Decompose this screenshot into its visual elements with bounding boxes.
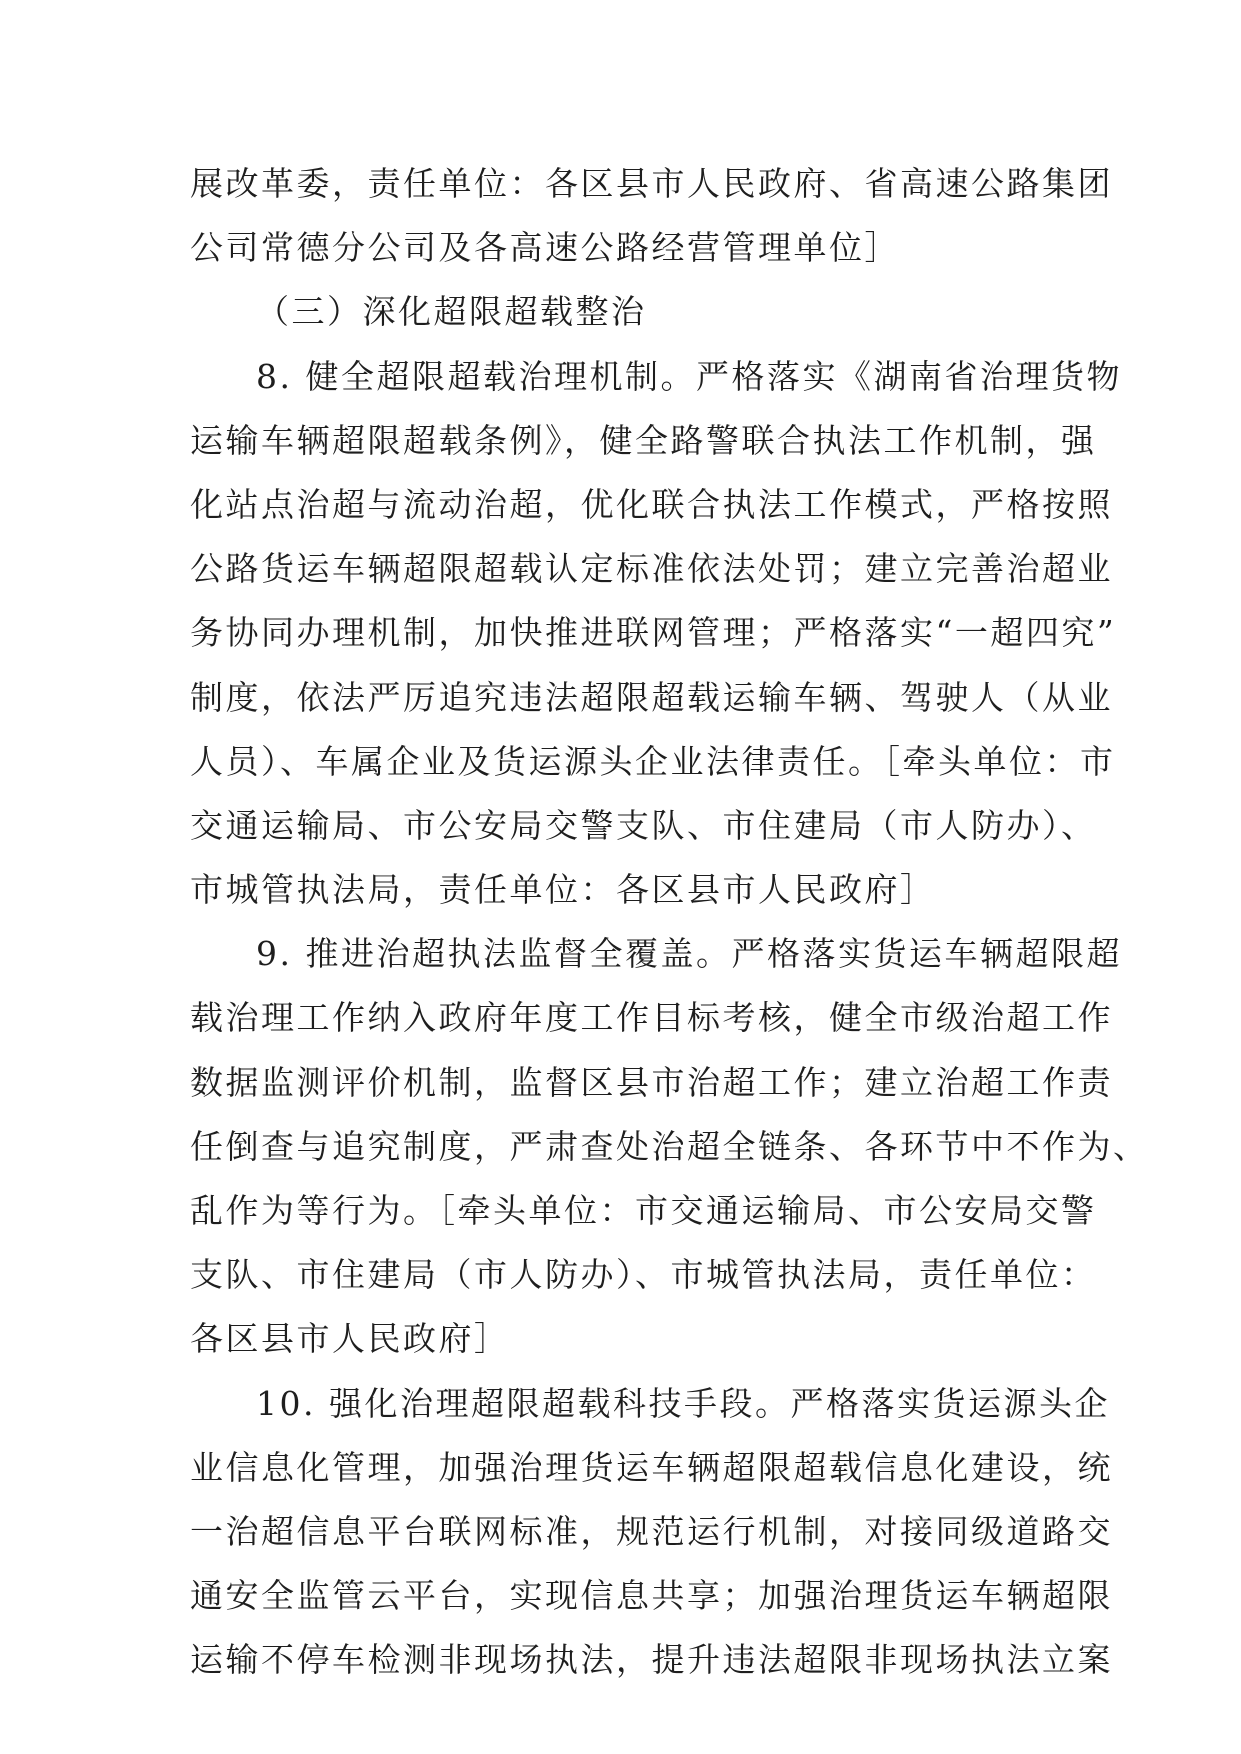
text-line: 运输不停车检测非现场执法，提升违法超限非现场执法立案 (190, 1640, 1113, 1680)
text-line: 制度，依法严厉追究违法超限超载运输车辆、驾驶人（从业 (190, 677, 1113, 717)
paragraph-first-line: 8. 健全超限超载治理机制。严格落实《湖南省治理货物 (256, 356, 1122, 396)
text-line: 支队、市住建局（市人防办）、市城管执法局，责任单位： (190, 1255, 1097, 1295)
text-line: 通安全监管云平台，实现信息共享；加强治理货运车辆超限 (190, 1576, 1113, 1616)
text-line: 任倒查与追究制度，严肃查处治超全链条、各环节中不作为、 (190, 1126, 1149, 1166)
text-line: 载治理工作纳入政府年度工作目标考核，健全市级治超工作 (190, 998, 1113, 1038)
text-line: 市城管执法局，责任单位：各区县市人民政府］ (190, 870, 936, 910)
text-line: 展改革委，责任单位：各区县市人民政府、省高速公路集团 (190, 164, 1113, 203)
text-line: 一治超信息平台联网标准，规范运行机制，对接同级道路交 (190, 1511, 1113, 1551)
text-line: 务协同办理机制，加快推进联网管理；严格落实“一超四究” (190, 613, 1117, 653)
text-line: 各区县市人民政府］ (190, 1319, 510, 1359)
text-line: 公司常德分公司及各高速公路经营管理单位］ (190, 228, 900, 268)
text-line: 化站点治超与流动治超，优化联合执法工作模式，严格按照 (190, 484, 1113, 524)
text-line: 运输车辆超限超载条例》，健全路警联合执法工作机制，强 (190, 420, 1097, 460)
text-line: 乱作为等行为。［牵头单位：市交通运输局、市公安局交警 (190, 1191, 1097, 1230)
section-heading: （三）深化超限超载整治 (256, 292, 647, 332)
text-line: 数据监测评价机制，监督区县市治超工作；建立治超工作责 (190, 1062, 1113, 1102)
paragraph-first-line: 9. 推进治超执法监督全覆盖。严格落实货运车辆超限超 (256, 934, 1122, 974)
text-line: 人员）、车属企业及货运源头企业法律责任。［牵头单位：市 (190, 741, 1116, 781)
text-line: 交通运输局、市公安局交警支队、市住建局（市人防办）、 (190, 805, 1097, 845)
text-line: 业信息化管理，加强治理货运车辆超限超载信息化建设，统 (190, 1447, 1113, 1487)
document-body (190, 152, 1149, 1693)
paragraph-first-line: 10. 强化治理超限超载科技手段。严格落实货运源头企 (256, 1383, 1110, 1423)
text-line: 公路货运车辆超限超载认定标准依法处罚；建立完善治超业 (190, 549, 1113, 589)
